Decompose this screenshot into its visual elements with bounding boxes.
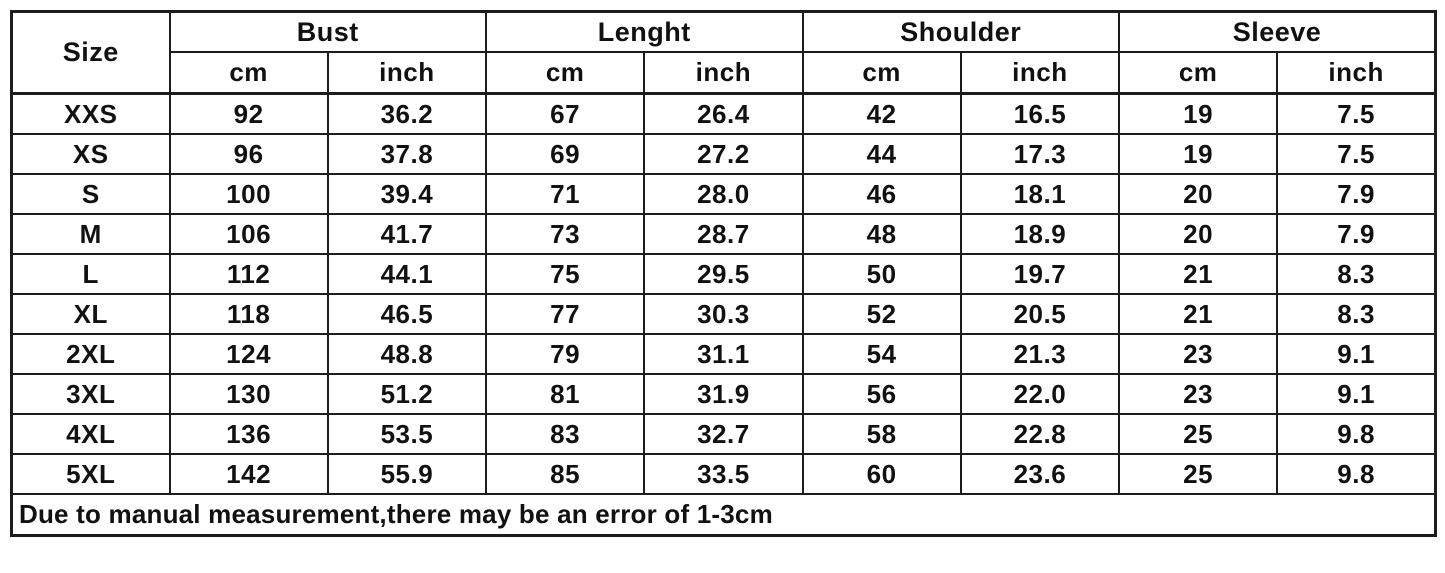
measurement-cell: 18.1 bbox=[961, 174, 1119, 214]
measurement-cell: 58 bbox=[803, 414, 961, 454]
table-row bbox=[12, 134, 1436, 174]
measurement-cell: 21 bbox=[1119, 254, 1277, 294]
shoulder-inch-header: inch bbox=[961, 52, 1119, 94]
measurement-cell: 44.1 bbox=[328, 254, 486, 294]
measurement-cell: 9.1 bbox=[1277, 374, 1435, 414]
measurement-cell: 21.3 bbox=[961, 334, 1119, 374]
measurement-cell: 23.6 bbox=[961, 454, 1119, 494]
shoulder-cm-header: cm bbox=[803, 52, 961, 94]
measurement-cell: 9.8 bbox=[1277, 414, 1435, 454]
length-cm-header: cm bbox=[486, 52, 644, 94]
measurement-cell: 48 bbox=[803, 214, 961, 254]
measurement-cell: 31.1 bbox=[644, 334, 802, 374]
bust-group-header: Bust bbox=[170, 12, 487, 53]
measurement-cell: 54 bbox=[803, 334, 961, 374]
measurement-cell: 50 bbox=[803, 254, 961, 294]
table-row bbox=[12, 294, 1436, 334]
measurement-cell: 28.7 bbox=[644, 214, 802, 254]
measurement-cell: 142 bbox=[170, 454, 328, 494]
measurement-cell: 51.2 bbox=[328, 374, 486, 414]
size-cell: XL bbox=[12, 294, 170, 334]
measurement-cell: 100 bbox=[170, 174, 328, 214]
measurement-cell: 37.8 bbox=[328, 134, 486, 174]
table-row bbox=[12, 254, 1436, 294]
bust-cm-header: cm bbox=[170, 52, 328, 94]
measurement-cell: 16.5 bbox=[961, 94, 1119, 135]
measurement-cell: 28.0 bbox=[644, 174, 802, 214]
measurement-cell: 44 bbox=[803, 134, 961, 174]
measurement-cell: 75 bbox=[486, 254, 644, 294]
bust-inch-header: inch bbox=[328, 52, 486, 94]
measurement-cell: 124 bbox=[170, 334, 328, 374]
measurement-cell: 130 bbox=[170, 374, 328, 414]
size-chart-header bbox=[12, 12, 1436, 94]
measurement-cell: 83 bbox=[486, 414, 644, 454]
size-cell: S bbox=[12, 174, 170, 214]
measurement-cell: 53.5 bbox=[328, 414, 486, 454]
measurement-cell: 19 bbox=[1119, 134, 1277, 174]
measurement-cell: 7.9 bbox=[1277, 214, 1435, 254]
measurement-cell: 29.5 bbox=[644, 254, 802, 294]
measurement-cell: 67 bbox=[486, 94, 644, 135]
measurement-cell: 9.8 bbox=[1277, 454, 1435, 494]
measurement-cell: 8.3 bbox=[1277, 254, 1435, 294]
measurement-cell: 22.8 bbox=[961, 414, 1119, 454]
measurement-cell: 46.5 bbox=[328, 294, 486, 334]
measurement-cell: 32.7 bbox=[644, 414, 802, 454]
sleeve-cm-header: cm bbox=[1119, 52, 1277, 94]
size-cell: XXS bbox=[12, 94, 170, 135]
size-cell: 5XL bbox=[12, 454, 170, 494]
table-row bbox=[12, 174, 1436, 214]
measurement-cell: 26.4 bbox=[644, 94, 802, 135]
table-row bbox=[12, 414, 1436, 454]
length-inch-header: inch bbox=[644, 52, 802, 94]
size-cell: L bbox=[12, 254, 170, 294]
measurement-cell: 20.5 bbox=[961, 294, 1119, 334]
measurement-note: Due to manual measurement,there may be an error of 1-3cm bbox=[12, 494, 1436, 536]
size-cell: 2XL bbox=[12, 334, 170, 374]
measurement-cell: 20 bbox=[1119, 214, 1277, 254]
measurement-cell: 17.3 bbox=[961, 134, 1119, 174]
measurement-cell: 60 bbox=[803, 454, 961, 494]
measurement-cell: 96 bbox=[170, 134, 328, 174]
measurement-cell: 42 bbox=[803, 94, 961, 135]
measurement-cell: 33.5 bbox=[644, 454, 802, 494]
measurement-cell: 136 bbox=[170, 414, 328, 454]
measurement-cell: 21 bbox=[1119, 294, 1277, 334]
measurement-cell: 27.2 bbox=[644, 134, 802, 174]
measurement-cell: 9.1 bbox=[1277, 334, 1435, 374]
measurement-cell: 7.5 bbox=[1277, 94, 1435, 135]
measurement-cell: 69 bbox=[486, 134, 644, 174]
note-row bbox=[12, 494, 1436, 536]
sleeve-inch-header: inch bbox=[1277, 52, 1435, 94]
measurement-cell: 85 bbox=[486, 454, 644, 494]
size-cell: 3XL bbox=[12, 374, 170, 414]
measurement-cell: 73 bbox=[486, 214, 644, 254]
shoulder-group-header: Shoulder bbox=[803, 12, 1120, 53]
table-row bbox=[12, 94, 1436, 135]
length-group-header: Lenght bbox=[486, 12, 803, 53]
measurement-cell: 18.9 bbox=[961, 214, 1119, 254]
measurement-cell: 55.9 bbox=[328, 454, 486, 494]
table-row bbox=[12, 334, 1436, 374]
measurement-cell: 41.7 bbox=[328, 214, 486, 254]
table-row bbox=[12, 374, 1436, 414]
size-cell: M bbox=[12, 214, 170, 254]
measurement-cell: 79 bbox=[486, 334, 644, 374]
measurement-cell: 7.9 bbox=[1277, 174, 1435, 214]
size-chart-table bbox=[10, 10, 1437, 537]
size-table-body bbox=[12, 94, 1436, 495]
measurement-cell: 56 bbox=[803, 374, 961, 414]
measurement-cell: 112 bbox=[170, 254, 328, 294]
measurement-cell: 22.0 bbox=[961, 374, 1119, 414]
measurement-cell: 23 bbox=[1119, 374, 1277, 414]
measurement-cell: 52 bbox=[803, 294, 961, 334]
measurement-cell: 77 bbox=[486, 294, 644, 334]
measurement-cell: 7.5 bbox=[1277, 134, 1435, 174]
table-row bbox=[12, 454, 1436, 494]
size-chart-footer bbox=[12, 494, 1436, 536]
size-column-header: Size bbox=[12, 12, 170, 94]
measurement-cell: 19.7 bbox=[961, 254, 1119, 294]
measurement-cell: 31.9 bbox=[644, 374, 802, 414]
measurement-cell: 20 bbox=[1119, 174, 1277, 214]
measurement-cell: 30.3 bbox=[644, 294, 802, 334]
measurement-cell: 118 bbox=[170, 294, 328, 334]
measurement-cell: 23 bbox=[1119, 334, 1277, 374]
size-cell: XS bbox=[12, 134, 170, 174]
header-group-row bbox=[12, 12, 1436, 53]
measurement-cell: 39.4 bbox=[328, 174, 486, 214]
measurement-cell: 25 bbox=[1119, 454, 1277, 494]
sleeve-group-header: Sleeve bbox=[1119, 12, 1436, 53]
measurement-cell: 92 bbox=[170, 94, 328, 135]
measurement-cell: 19 bbox=[1119, 94, 1277, 135]
measurement-cell: 106 bbox=[170, 214, 328, 254]
measurement-cell: 71 bbox=[486, 174, 644, 214]
measurement-cell: 46 bbox=[803, 174, 961, 214]
table-row bbox=[12, 214, 1436, 254]
measurement-cell: 8.3 bbox=[1277, 294, 1435, 334]
measurement-cell: 25 bbox=[1119, 414, 1277, 454]
header-unit-row bbox=[12, 52, 1436, 94]
size-cell: 4XL bbox=[12, 414, 170, 454]
measurement-cell: 81 bbox=[486, 374, 644, 414]
measurement-cell: 48.8 bbox=[328, 334, 486, 374]
measurement-cell: 36.2 bbox=[328, 94, 486, 135]
